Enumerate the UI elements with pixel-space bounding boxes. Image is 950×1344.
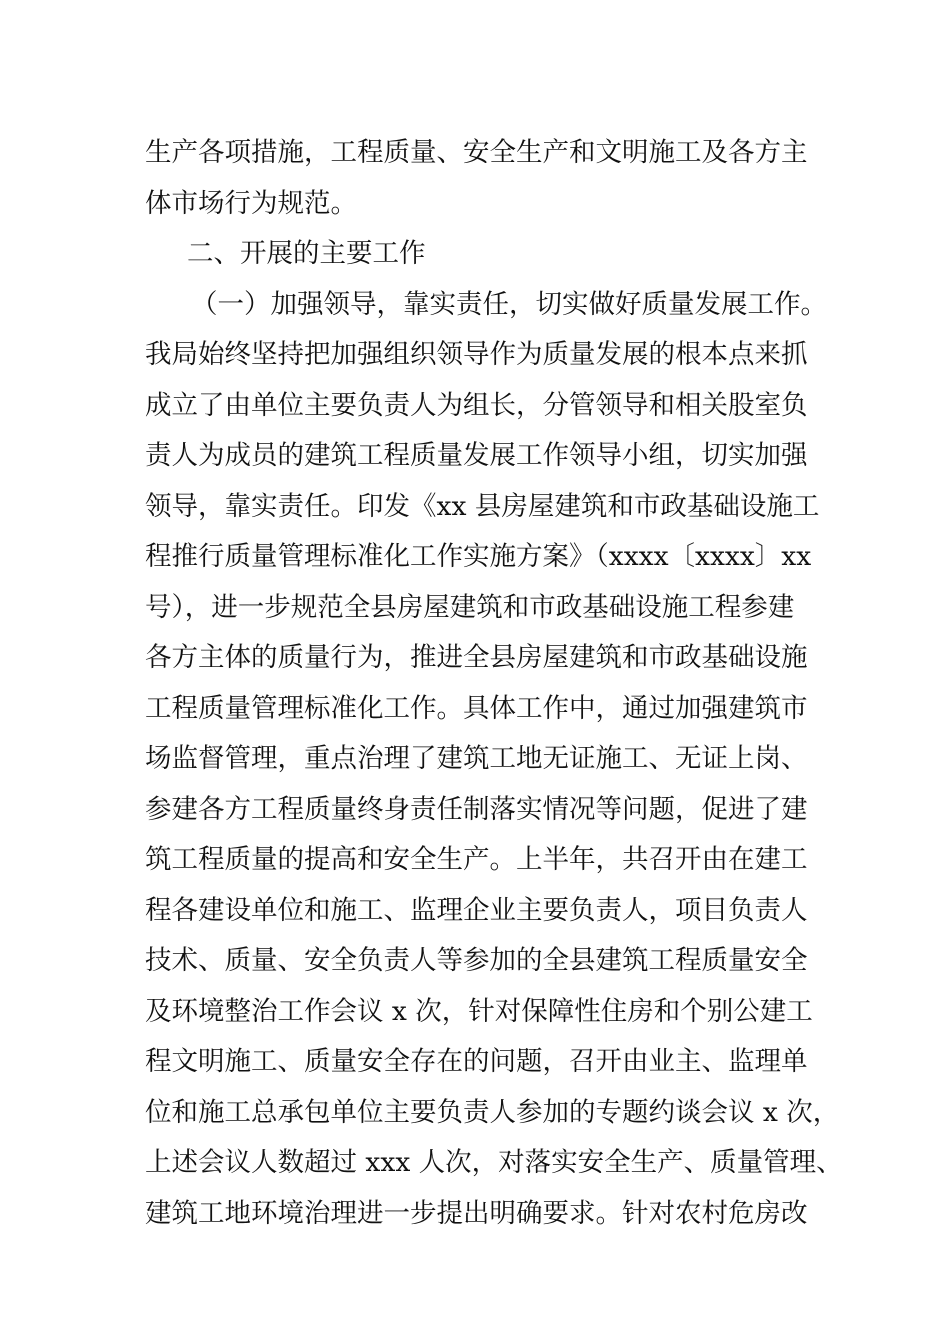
body-line: 体市场行为规范。	[145, 187, 357, 219]
body-line: 程各建设单位和施工、监理企业主要负责人，项目负责人	[145, 894, 808, 926]
body-line: 我局始终坚持把加强组织领导作为质量发展的根本点来抓	[145, 339, 808, 370]
body-line: 责人为成员的建筑工程质量发展工作领导小组，切实加强	[145, 440, 808, 471]
body-line: 筑工程质量的提高和安全生产。上半年，共召开由在建工	[145, 844, 808, 875]
body-line: 各方主体的质量行为，推进全县房屋建筑和市政基础设施	[145, 642, 808, 673]
body-line: 号），进一步规范全县房屋建筑和市政基础设施工程参建	[145, 591, 795, 623]
body-line: 领导，靠实责任。印发《xx 县房屋建筑和市政基础设施工	[145, 490, 820, 522]
subsection-heading: （一）加强领导，靠实责任，切实做好质量发展工作。	[191, 288, 827, 320]
document-body	[145, 128, 843, 1239]
body-line: 成立了由单位主要负责人为组长，分管领导和相关股室负	[145, 389, 808, 421]
body-line: 上述会议人数超过 xxx 人次，对落实安全生产、质量管理、	[145, 1147, 843, 1178]
body-line: 工程质量管理标准化工作。具体工作中，通过加强建筑市	[145, 692, 808, 724]
body-line: 参建各方工程质量终身责任制落实情况等问题，促进了建	[145, 793, 808, 825]
body-line: 程推行质量管理标准化工作实施方案》（xxxx〔xxxx〕xx	[145, 541, 812, 572]
body-line: 建筑工地环境治理进一步提出明确要求。针对农村危房改	[145, 1197, 808, 1229]
body-line: 生产各项措施，工程质量、安全生产和文明施工及各方主	[145, 137, 808, 168]
body-line: 程文明施工、质量安全存在的问题，召开由业主、监理单	[145, 1046, 808, 1077]
section-heading: 二、开展的主要工作	[187, 238, 426, 269]
body-line: 技术、质量、安全负责人等参加的全县建筑工程质量安全	[145, 945, 808, 976]
body-line: 位和施工总承包单位主要负责人参加的专题约谈会议 x 次，	[145, 1096, 840, 1128]
body-line: 及环境整治工作会议 x 次，针对保障性住房和个别公建工	[145, 995, 813, 1027]
body-line: 场监督管理，重点治理了建筑工地无证施工、无证上岗、	[145, 743, 808, 774]
